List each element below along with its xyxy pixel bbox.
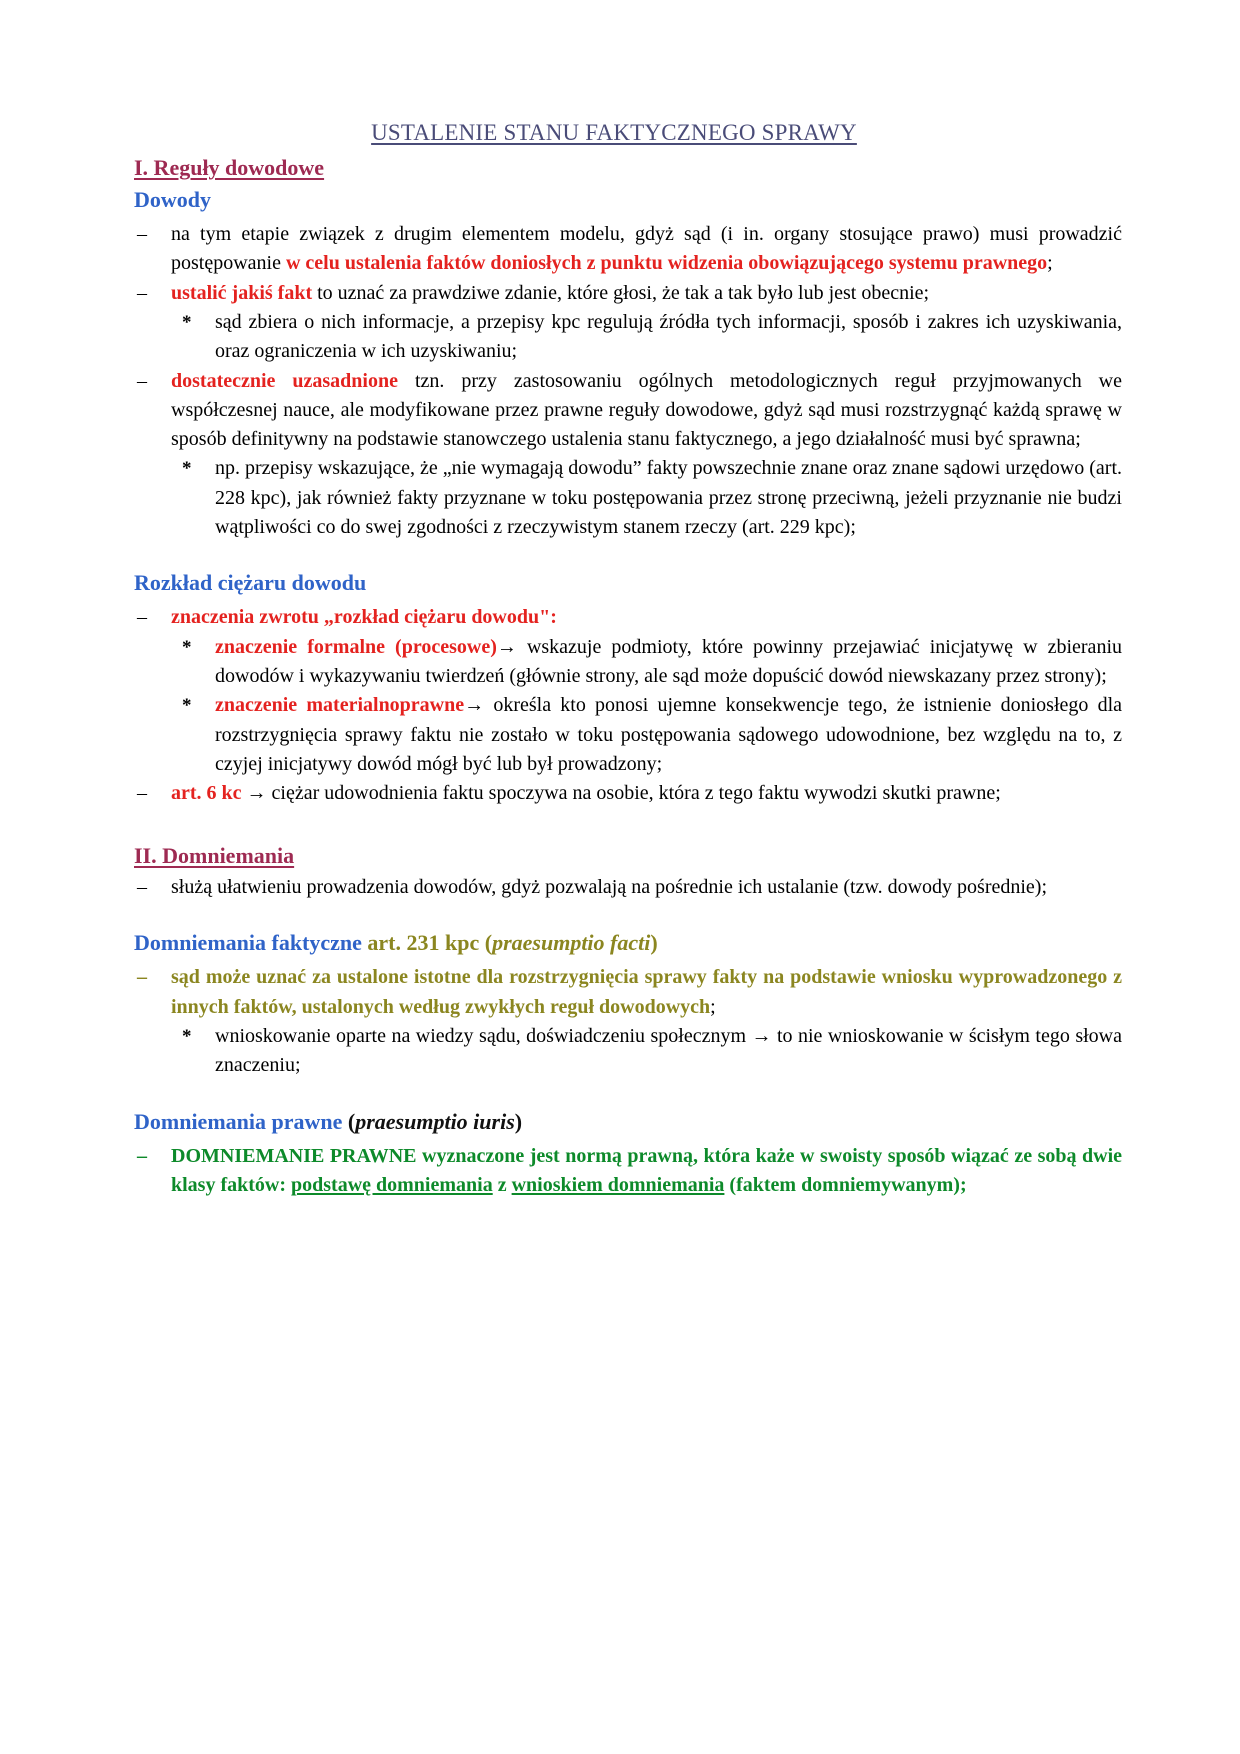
heading-text: Domniemania prawne bbox=[134, 1108, 348, 1134]
section-heading-reguly-dowodowe: I. Reguły dowodowe bbox=[134, 155, 325, 181]
dash-bullet-icon: – bbox=[137, 606, 147, 629]
paragraph bbox=[171, 963, 1122, 1022]
text-run: to uznać za prawdziwe zdanie, które głosi, że tak a tak było lub jest obecnie; bbox=[312, 281, 930, 304]
text-run: z bbox=[492, 1173, 512, 1196]
text-run: wnioskowanie oparte na wiedzy sądu, doświadczeniu społecznym bbox=[215, 1024, 752, 1047]
arrow-icon: → bbox=[464, 694, 485, 717]
asterisk-bullet-icon: * bbox=[182, 636, 192, 658]
text-run: tzn. przy zastosowaniu ogólnych metodologicznych reguł przyjmowanych we współczesnej nauce, ale modyfikowane przez prawne reguły dowodowe, gdyż sąd musi rozstrzygnąć każdą sprawę w sposób definitywny na podstawie stanowczego ustalenia stanu faktycznego, a jego działalność musi być sprawna; bbox=[171, 369, 1122, 451]
dash-bullet-icon: – bbox=[137, 1144, 147, 1167]
paragraph bbox=[215, 633, 1122, 692]
list-domniemania bbox=[134, 873, 1122, 902]
dash-bullet-icon: – bbox=[137, 369, 147, 392]
heading-citation bbox=[362, 930, 658, 955]
text-run-term: DOMNIEMANIE PRAWNE bbox=[171, 1144, 417, 1167]
text-run: określa kto ponosi ujemne konsekwencje tego, że istnienie doniosłego dla rozstrzygnięcia sprawy faktu nie zostało w toku postępowania sądowego udowodnione, bez względu na to, z czyjej inicjatywy dowód mógł być lub był prowadzony; bbox=[215, 694, 1122, 775]
list-item bbox=[171, 454, 1122, 542]
sublist bbox=[171, 1022, 1122, 1081]
page-title: USTALENIE STANU FAKTYCZNEGO SPRAWY bbox=[371, 120, 857, 145]
text-run: ciężar udowodnienia faktu spoczywa na osobie, która z tego faktu wywodzi skutki prawne; bbox=[266, 782, 1001, 805]
paren-open: ( bbox=[347, 1108, 356, 1134]
list-rozklad-ciezaru bbox=[134, 603, 1122, 808]
text-run-emphasis: w celu ustalenia faktów doniosłych z punktu widzenia obowiązującego systemu prawnego bbox=[285, 252, 1048, 275]
paragraph bbox=[171, 603, 1122, 632]
dash-bullet-icon: – bbox=[137, 223, 147, 246]
sublist bbox=[171, 633, 1122, 779]
subheading-domniemania-faktyczne bbox=[134, 928, 1122, 957]
text-run: ) bbox=[650, 930, 658, 956]
subheading-domniemania-prawne bbox=[134, 1107, 1122, 1136]
list-item bbox=[134, 873, 1122, 902]
dash-bullet-icon: – bbox=[137, 281, 147, 304]
text-run-emphasis: sąd może uznać za ustalone istotne dla rozstrzygnięcia sprawy fakty na podstawie wniosku wyprowadzonego z innych faktów, ustalonych według zwykłych reguł dowodowych bbox=[171, 966, 1122, 1018]
list-item bbox=[134, 279, 1122, 367]
text-run-emphasis: ustalić jakiś fakt bbox=[171, 281, 313, 304]
text-run: ; bbox=[710, 995, 716, 1018]
spacer bbox=[134, 902, 1122, 928]
paren-close: ) bbox=[514, 1108, 523, 1134]
arrow-icon: → bbox=[496, 635, 517, 658]
list-item bbox=[171, 691, 1122, 779]
dash-bullet-icon: – bbox=[137, 782, 147, 805]
latin-term: praesumptio facti bbox=[492, 930, 651, 956]
text-run: to nie wnioskowanie w ścisłym tego słowa znaczeniu; bbox=[215, 1024, 1122, 1077]
text-run-emphasis: art. 6 kc bbox=[171, 782, 242, 805]
list-item bbox=[134, 603, 1122, 779]
paragraph bbox=[171, 779, 1122, 808]
section-heading-domniemania: II. Domniemania bbox=[134, 843, 295, 869]
text-run-emphasis: znaczenie formalne (procesowe) bbox=[215, 635, 497, 658]
paragraph bbox=[171, 367, 1122, 455]
paragraph bbox=[171, 1142, 1122, 1201]
subheading-rozklad-ciezaru-dowodu: Rozkład ciężaru dowodu bbox=[134, 570, 367, 596]
arrow-icon: → bbox=[246, 782, 267, 805]
text-run: na tym etapie związek z drugim elementem modelu, gdyż sąd (i in. organy stosujące prawo) musi prowadzić postępowanie bbox=[171, 223, 1122, 275]
text-run-underlined: wnioskiem domniemania bbox=[511, 1173, 725, 1196]
sublist bbox=[171, 454, 1122, 542]
paragraph bbox=[171, 279, 1122, 308]
latin-term: praesumptio iuris bbox=[355, 1108, 515, 1134]
list-item bbox=[134, 367, 1122, 543]
text-run: wyznaczone jest normą prawną, która każe w swoisty sposób wiązać ze sobą dwie klasy faktów: bbox=[171, 1144, 1122, 1196]
text-run-emphasis: znaczenie materialnoprawne bbox=[215, 694, 465, 717]
asterisk-bullet-icon: * bbox=[182, 1025, 192, 1047]
text-run-emphasis: znaczenia zwrotu „rozkład ciężaru dowodu": bbox=[171, 606, 557, 629]
list-item bbox=[171, 633, 1122, 692]
list-item bbox=[171, 308, 1122, 367]
sublist bbox=[171, 308, 1122, 367]
paragraph bbox=[215, 691, 1122, 779]
asterisk-bullet-icon: * bbox=[182, 458, 192, 480]
subheading-dowody: Dowody bbox=[134, 187, 212, 213]
heading-text: Domniemania faktyczne bbox=[134, 930, 362, 956]
list-item bbox=[171, 1022, 1122, 1081]
list-domniemania-prawne bbox=[134, 1142, 1122, 1201]
spacer bbox=[134, 1081, 1122, 1107]
text-run-emphasis: dostatecznie uzasadnione bbox=[171, 369, 398, 392]
arrow-icon: → bbox=[751, 1024, 772, 1047]
paragraph bbox=[215, 1022, 1122, 1081]
list-item bbox=[134, 1142, 1122, 1201]
paragraph: służą ułatwieniu prowadzenia dowodów, gdyż pozwalają na pośrednie ich ustalanie (tzw. dowody pośrednie); bbox=[171, 876, 1048, 899]
asterisk-bullet-icon: * bbox=[182, 311, 192, 333]
spacer bbox=[134, 542, 1122, 568]
text-run: wskazuje podmioty, które powinny przejawiać inicjatywę w zbieraniu dowodów i wykazywaniu twierdzeń (głównie strony, ale sąd może dopuścić dowód niewskazany przez strony); bbox=[215, 635, 1122, 687]
text-run: (faktem domniemywanym); bbox=[724, 1173, 967, 1196]
list-item bbox=[134, 963, 1122, 1080]
dash-bullet-icon: – bbox=[137, 876, 147, 899]
text-run: ; bbox=[1047, 252, 1053, 275]
paragraph: sąd zbiera o nich informacje, a przepisy kpc regulują źródła tych informacji, sposób i zakres ich uzyskiwania, oraz ograniczenia w ich uzyskiwaniu; bbox=[215, 310, 1122, 363]
asterisk-bullet-icon: * bbox=[182, 695, 192, 717]
paragraph: np. przepisy wskazujące, że „nie wymagają dowodu” fakty powszechnie znane oraz znane sądowi urzędowo (art. 228 kpc), jak również fakty przyznane w toku postępowania przez stronę przeciwną, jeżeli przyznanie nie budzi wątpliwości co do swej zgodności z rzeczywistym stanem rzeczy (art. 229 kpc); bbox=[215, 457, 1122, 539]
text-run: art. 231 kpc ( bbox=[361, 930, 493, 956]
spacer bbox=[134, 808, 1122, 842]
paragraph bbox=[171, 220, 1122, 279]
list-dowody bbox=[134, 220, 1122, 542]
text-run-underlined: podstawę domniemania bbox=[291, 1173, 493, 1196]
dash-bullet-icon: – bbox=[137, 966, 147, 989]
list-domniemania-faktyczne bbox=[134, 963, 1122, 1080]
list-item bbox=[134, 220, 1122, 279]
list-item bbox=[134, 779, 1122, 808]
